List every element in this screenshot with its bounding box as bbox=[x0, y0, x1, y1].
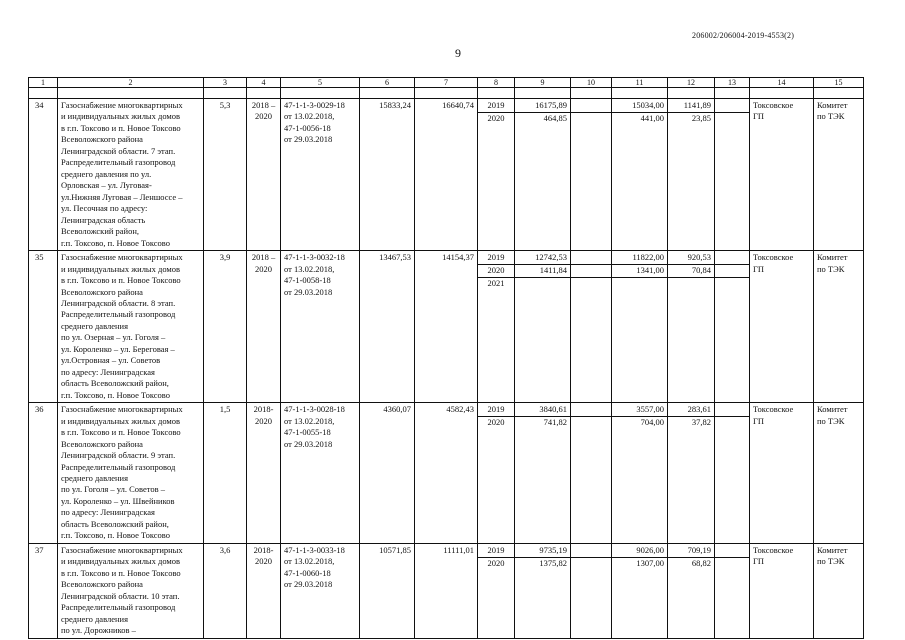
capacity-cell: 3,9 bbox=[204, 251, 247, 403]
column-header-8: 8 bbox=[478, 78, 515, 88]
row-number: 36 bbox=[29, 403, 58, 544]
year-cell bbox=[478, 251, 515, 403]
period-cell: 2018- 2020 bbox=[247, 403, 281, 544]
project-description: Газоснабжение многоквартирных и индивидуальных жилых домов в г.п. Токсово и п. Новое Токсово Всеволожского района Ленинградской области. 9 этап. Распределительный газопровод среднего давления по ул. Гоголя – ул. Советов – ул. Короленко – ул. Швейников по адресу: Ленинградская область Всеволожский район, г.п. Токсово, п. Новое Токсово bbox=[58, 403, 204, 544]
funding-total-cell bbox=[515, 251, 571, 403]
column-header-3: 3 bbox=[204, 78, 247, 88]
spacer-cell bbox=[478, 88, 515, 99]
regional-funding-cell-value: 15034,00 bbox=[612, 100, 667, 113]
local-funding-cell-value: 920,53 bbox=[668, 252, 714, 265]
year-cell-value: 2021 bbox=[487, 278, 505, 289]
local-funding-cell bbox=[668, 99, 715, 251]
total-cost-cell: 16640,74 bbox=[415, 99, 478, 251]
capacity-cell: 5,3 bbox=[204, 99, 247, 251]
funding-col10-cell bbox=[571, 543, 612, 638]
funding-col13-cell bbox=[715, 251, 750, 403]
table-row bbox=[29, 251, 864, 403]
regional-funding-cell-value: 1341,00 bbox=[612, 265, 667, 278]
funding-col13-cell bbox=[715, 543, 750, 638]
local-funding-cell-value bbox=[668, 278, 714, 290]
funding-col10-cell bbox=[571, 99, 612, 251]
header-spacer-row bbox=[29, 88, 864, 99]
regional-funding-cell-value bbox=[612, 278, 667, 290]
spacer-cell bbox=[612, 88, 668, 99]
period-cell: 2018- 2020 bbox=[247, 543, 281, 638]
funding-col10-cell bbox=[571, 403, 612, 544]
column-header-5: 5 bbox=[281, 78, 360, 88]
regional-funding-cell-value: 9026,00 bbox=[612, 545, 667, 558]
projects-table bbox=[28, 77, 864, 639]
funding-col10-cell-value bbox=[571, 252, 611, 265]
permit-cell: 47-1-1-3-0028-18 от 13.02.2018, 47-1-0055-18 от 29.03.2018 bbox=[281, 403, 360, 544]
total-cost-cell: 11111,01 bbox=[415, 543, 478, 638]
regional-funding-cell-value: 1307,00 bbox=[636, 557, 664, 568]
spacer-cell bbox=[814, 88, 864, 99]
cost-estimate-cell: 13467,53 bbox=[360, 251, 415, 403]
cost-estimate-cell: 4360,07 bbox=[360, 403, 415, 544]
regional-funding-cell-value: 3557,00 bbox=[612, 404, 667, 417]
spacer-cell bbox=[247, 88, 281, 99]
spacer-cell bbox=[415, 88, 478, 99]
regional-funding-cell-value: 441,00 bbox=[640, 113, 664, 123]
funding-col13-cell-value bbox=[715, 404, 749, 417]
funding-col13-cell-value bbox=[715, 265, 749, 278]
year-cell-value: 2020 bbox=[487, 417, 505, 428]
municipality-cell: Токсовское ГП bbox=[750, 251, 814, 403]
funding-col13-cell-value bbox=[715, 100, 749, 113]
year-cell bbox=[478, 99, 515, 251]
year-cell-value: 2020 bbox=[487, 557, 505, 568]
column-header-7: 7 bbox=[415, 78, 478, 88]
funding-col10-cell-value bbox=[571, 545, 611, 558]
local-funding-cell-value: 37,82 bbox=[691, 417, 711, 428]
period-cell: 2018 – 2020 bbox=[247, 99, 281, 251]
year-cell bbox=[478, 403, 515, 544]
funding-total-cell bbox=[515, 543, 571, 638]
total-cost-cell: 14154,37 bbox=[415, 251, 478, 403]
municipality-cell: Токсовское ГП bbox=[750, 403, 814, 544]
funding-total-cell-value: 1411,84 bbox=[515, 265, 570, 278]
responsible-body-cell: Комитет по ТЭК bbox=[814, 251, 864, 403]
funding-col13-cell-value bbox=[715, 558, 749, 570]
project-description: Газоснабжение многоквартирных и индивидуальных жилых домов в г.п. Токсово и п. Новое Токсово Всеволожского района Ленинградской области. 10 этап. Распределительный газопровод среднего давления по ул. Дорожников – bbox=[58, 543, 204, 638]
funding-total-cell bbox=[515, 403, 571, 544]
responsible-body-cell: Комитет по ТЭК bbox=[814, 99, 864, 251]
funding-col13-cell-value bbox=[715, 252, 749, 265]
regional-funding-cell-value: 704,00 bbox=[640, 417, 664, 428]
column-header-15: 15 bbox=[814, 78, 864, 88]
project-description: Газоснабжение многоквартирных и индивидуальных жилых домов в г.п. Токсово и п. Новое Токсово Всеволожского района Ленинградской области. 7 этап. Распределительный газопровод среднего давления по ул. Орловская – ул. Луговая- ул.Нижняя Луговая – Леншоссе – ул. Песочная по адресу: Ленинградская область Всеволожский район, г.п. Токсово, п. Новое Токсово bbox=[58, 99, 204, 251]
local-funding-cell-value: 68,82 bbox=[691, 557, 711, 568]
column-header-9: 9 bbox=[515, 78, 571, 88]
funding-col13-cell bbox=[715, 403, 750, 544]
regional-funding-cell bbox=[612, 403, 668, 544]
year-cell-value: 2020 bbox=[478, 265, 514, 278]
column-header-12: 12 bbox=[668, 78, 715, 88]
local-funding-cell-value: 23,85 bbox=[691, 113, 711, 123]
table-row bbox=[29, 543, 864, 638]
column-number-header-row bbox=[29, 78, 864, 88]
funding-col10-cell bbox=[571, 251, 612, 403]
municipality-cell: Токсовское ГП bbox=[750, 543, 814, 638]
funding-total-cell-value: 12742,53 bbox=[515, 252, 570, 265]
column-header-1: 1 bbox=[29, 78, 58, 88]
funding-col13-cell-value bbox=[715, 113, 749, 125]
year-cell-value: 2020 bbox=[487, 113, 505, 123]
year-cell-value: 2019 bbox=[478, 100, 514, 113]
funding-total-cell-value: 1375,82 bbox=[539, 557, 567, 568]
local-funding-cell-value: 283,61 bbox=[668, 404, 714, 417]
spacer-cell bbox=[715, 88, 750, 99]
funding-col10-cell-value bbox=[571, 100, 611, 113]
funding-total-cell-value: 16175,89 bbox=[515, 100, 570, 113]
funding-col10-cell-value bbox=[571, 265, 611, 278]
responsible-body-cell: Комитет по ТЭК bbox=[814, 403, 864, 544]
column-header-11: 11 bbox=[612, 78, 668, 88]
cost-estimate-cell: 10571,85 bbox=[360, 543, 415, 638]
funding-total-cell-value: 741,82 bbox=[543, 417, 567, 428]
spacer-cell bbox=[571, 88, 612, 99]
page-number: 9 bbox=[455, 46, 461, 60]
column-header-6: 6 bbox=[360, 78, 415, 88]
column-header-13: 13 bbox=[715, 78, 750, 88]
project-description: Газоснабжение многоквартирных и индивидуальных жилых домов в г.п. Токсово и п. Новое Токсово Всеволожского района Ленинградской области. 8 этап. Распределительный газопровод среднего давления по ул. Озерная – ул. Гоголя – ул. Короленко – ул. Береговая – ул.Островная – ул. Советов по адресу: Ленинградская область Всеволожский район, г.п. Токсово, п. Новое Токсово bbox=[58, 251, 204, 403]
funding-col13-cell-value bbox=[715, 545, 749, 558]
local-funding-cell-value: 70,84 bbox=[668, 265, 714, 278]
local-funding-cell bbox=[668, 543, 715, 638]
column-header-4: 4 bbox=[247, 78, 281, 88]
capacity-cell: 1,5 bbox=[204, 403, 247, 544]
funding-total-cell-value: 9735,19 bbox=[515, 545, 570, 558]
funding-total-cell-value: 464,85 bbox=[543, 113, 567, 123]
total-cost-cell: 4582,43 bbox=[415, 403, 478, 544]
responsible-body-cell: Комитет по ТЭК bbox=[814, 543, 864, 638]
document-reference-id: 206002/206004-2019-4553(2) bbox=[692, 31, 795, 40]
funding-col10-cell-value bbox=[571, 558, 611, 570]
column-header-14: 14 bbox=[750, 78, 814, 88]
row-number: 35 bbox=[29, 251, 58, 403]
funding-total-cell-value bbox=[515, 278, 570, 290]
regional-funding-cell bbox=[612, 99, 668, 251]
spacer-cell bbox=[281, 88, 360, 99]
column-header-10: 10 bbox=[571, 78, 612, 88]
local-funding-cell bbox=[668, 251, 715, 403]
capacity-cell: 3,6 bbox=[204, 543, 247, 638]
funding-total-cell bbox=[515, 99, 571, 251]
funding-col13-cell-value bbox=[715, 278, 749, 290]
spacer-cell bbox=[668, 88, 715, 99]
funding-col10-cell-value bbox=[571, 113, 611, 125]
funding-col13-cell-value bbox=[715, 417, 749, 429]
permit-cell: 47-1-1-3-0029-18 от 13.02.2018, 47-1-0056-18 от 29.03.2018 bbox=[281, 99, 360, 251]
permit-cell: 47-1-1-3-0032-18 от 13.02.2018, 47-1-0058-18 от 29.03.2018 bbox=[281, 251, 360, 403]
regional-funding-cell bbox=[612, 543, 668, 638]
table-row bbox=[29, 99, 864, 251]
year-cell bbox=[478, 543, 515, 638]
permit-cell: 47-1-1-3-0033-18 от 13.02.2018, 47-1-0060-18 от 29.03.2018 bbox=[281, 543, 360, 638]
spacer-cell bbox=[204, 88, 247, 99]
regional-funding-cell bbox=[612, 251, 668, 403]
year-cell-value: 2019 bbox=[478, 252, 514, 265]
local-funding-cell-value: 709,19 bbox=[668, 545, 714, 558]
regional-funding-cell-value: 11822,00 bbox=[612, 252, 667, 265]
year-cell-value: 2019 bbox=[478, 545, 514, 558]
local-funding-cell bbox=[668, 403, 715, 544]
spacer-cell bbox=[58, 88, 204, 99]
municipality-cell: Токсовское ГП bbox=[750, 99, 814, 251]
funding-col10-cell-value bbox=[571, 278, 611, 290]
year-cell-value: 2019 bbox=[478, 404, 514, 417]
funding-col10-cell-value bbox=[571, 404, 611, 417]
spacer-cell bbox=[515, 88, 571, 99]
spacer-cell bbox=[360, 88, 415, 99]
spacer-cell bbox=[29, 88, 58, 99]
period-cell: 2018 – 2020 bbox=[247, 251, 281, 403]
table-row bbox=[29, 403, 864, 544]
cost-estimate-cell: 15833,24 bbox=[360, 99, 415, 251]
funding-col10-cell-value bbox=[571, 417, 611, 429]
spacer-cell bbox=[750, 88, 814, 99]
funding-total-cell-value: 3840,61 bbox=[515, 404, 570, 417]
row-number: 34 bbox=[29, 99, 58, 251]
row-number: 37 bbox=[29, 543, 58, 638]
funding-col13-cell bbox=[715, 99, 750, 251]
local-funding-cell-value: 1141,89 bbox=[668, 100, 714, 113]
column-header-2: 2 bbox=[58, 78, 204, 88]
